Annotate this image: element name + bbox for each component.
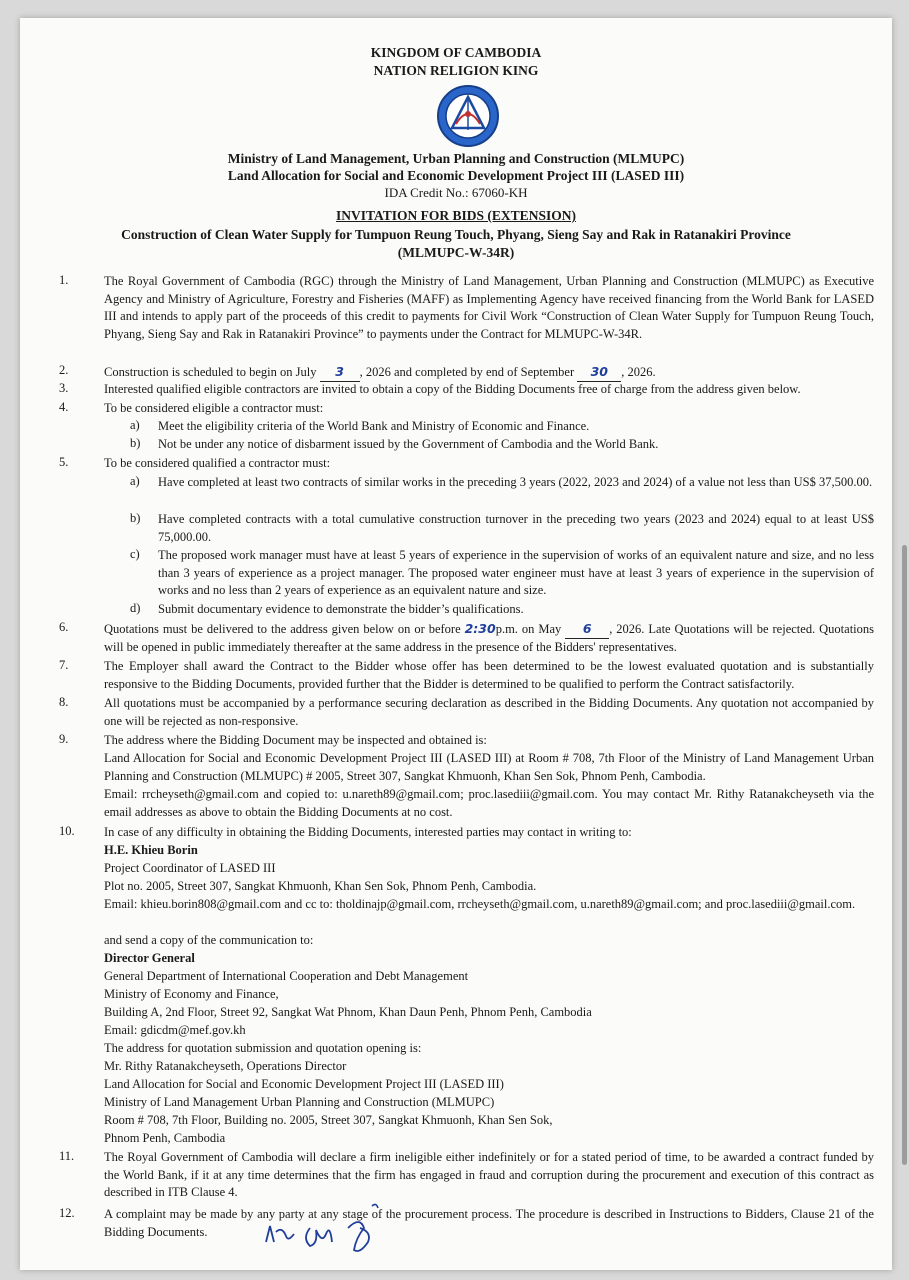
motto-heading: NATION RELIGION KING (373, 63, 539, 78)
contact-line: Email: gdicdm@mef.gov.kh (104, 1023, 246, 1037)
contact-line: Mr. Rithy Ratanakcheyseth, Operations Director (104, 1059, 347, 1073)
paragraph-4a: Meet the eligibility criteria of the World Bank and Ministry of Economic and Finance. (158, 419, 590, 433)
item-number: 11. (59, 1149, 75, 1163)
item-number: 7. (59, 658, 69, 672)
invitation-ref: (MLMUPC-W-34R) (397, 245, 515, 260)
deadline-time: 2:30 (464, 621, 496, 636)
credit-number: IDA Credit No.: 67060-KH (384, 185, 528, 200)
contact-line: and send a copy of the communication to: (104, 933, 314, 947)
director-title: Director General (104, 951, 195, 965)
paragraph-10-intro: In case of any difficulty in obtaining the Bidding Documents, interested parties may contact in writing to: (104, 825, 632, 839)
deadline-day-field: 6 (565, 620, 609, 639)
invitation-title: INVITATION FOR BIDS (EXTENSION) (336, 208, 576, 223)
contact-line: Building A, 2nd Floor, Street 92, Sangkat Wat Phnom, Khan Daun Penh, Phnom Penh, Cambodia (104, 1005, 592, 1019)
paragraph-4b: Not be under any notice of disbarment issued by the Government of Cambodia and the World Bank. (158, 437, 659, 451)
contact-line: Project Coordinator of LASED III (104, 861, 276, 875)
contact-name: H.E. Khieu Borin (104, 843, 198, 857)
paragraph-5: To be considered qualified a contractor must: (104, 456, 331, 470)
item-number: 1. (59, 273, 69, 287)
item-number: 10. (59, 824, 75, 838)
paragraph-11: The Royal Government of Cambodia will declare a firm ineligible either indefinitely or for a stated period of time, to be awarded a contract funded by the World Bank, if it at any time determines that the firm has engaged in fraud and corruption during the procurement and execution of this contract as described in ITB Clause 4. (104, 1150, 874, 1199)
paragraph-7: The Employer shall award the Contract to the Bidder whose offer has been determined to be the lowest evaluated quotation and is substantially responsive to the Bidding Documents, provided further that the Bidder is determined to be qualified to perform the Contract satisfactorily. (104, 659, 874, 691)
paragraph-9-address: Land Allocation for Social and Economic Development Project III (LASED III) at Room # 708, 7th Floor of the Ministry of Land Management Urban Planning and Construction (MLMUPC) # 2005, Street 307, Sangkat Khmuonh, Khan Sen Sok, Phnom Penh, Cambodia. (104, 751, 874, 783)
contact-line: Land Allocation for Social and Economic Development Project III (LASED III) (104, 1077, 504, 1091)
paragraph-2: Construction is scheduled to begin on July 3 , 2026 and completed by end of September 30 , 2026. (104, 363, 874, 382)
paragraph-5b: Have completed contracts with a total cumulative construction turnover in the preceding two years (2023 and 2024) equal to at least US$ 75,000.00. (158, 512, 874, 544)
document-page (20, 18, 892, 1270)
paragraph-5a: Have completed at least two contracts of similar works in the preceding 3 years (2022, 2023 and 2024) of a value not less than US$ 37,500.00. (158, 475, 873, 489)
paragraph-5c: The proposed work manager must have at least 5 years of experience in the supervision of works of an equivalent nature and size, and no less than 3 years of experience as a project manager. The proposed water engineer must have at least 3 years of experience in the supervision of works and no less than 2 years of experience as an equivalent nature and size. (158, 548, 874, 597)
item-number: 12. (59, 1206, 75, 1220)
start-day-field: 3 (320, 363, 360, 382)
contact-line: Ministry of Economy and Finance, (104, 987, 279, 1001)
paragraph-8: All quotations must be accompanied by a performance securing declaration as described in the Bidding Documents. Any quotation not accompanied by one will be rejected as non-responsive. (104, 696, 874, 728)
paragraph-4: To be considered eligible a contractor must: (104, 401, 324, 415)
sub-label: a) (130, 474, 140, 488)
ministry-name: Ministry of Land Management, Urban Planning and Construction (MLMUPC) (227, 151, 685, 166)
item-number: 5. (59, 455, 69, 469)
item-number: 6. (59, 620, 69, 634)
contact-line: Room # 708, 7th Floor, Building no. 2005, Street 307, Sangkat Khmuonh, Khan Sen Sok, (104, 1113, 553, 1127)
contact-line: Ministry of Land Management Urban Planning and Construction (MLMUPC) (104, 1095, 495, 1109)
sub-label: b) (130, 436, 141, 450)
sub-label: a) (130, 418, 140, 432)
paragraph-12: A complaint may be made by any party at any stage of the procurement process. The procedure is described in Instructions to Bidders, Clause 21 of the Bidding Documents. (104, 1207, 874, 1239)
item-number: 9. (59, 732, 69, 746)
project-name: Land Allocation for Social and Economic Development Project III (LASED III) (227, 168, 685, 183)
contact-line: General Department of International Cooperation and Debt Management (104, 969, 469, 983)
paragraph-6: Quotations must be delivered to the address given below on or before 2:30p.m. on May 6 , 2026. Late Quotations will be rejected. Quotations will be opened in public immediately thereafter at the same address in the presence of the Bidders' representatives. (104, 621, 875, 654)
end-day-field: 30 (577, 363, 621, 382)
paragraph-3: Interested qualified eligible contractors are invited to obtain a copy of the Bidding Documents free of charge from the address given below. (104, 382, 801, 396)
contact-line: Phnom Penh, Cambodia (104, 1131, 226, 1145)
paragraph-9-intro: The address where the Bidding Document may be inspected and obtained is: (104, 733, 487, 747)
contact-email: Email: khieu.borin808@gmail.com and cc to: tholdinajp@gmail.com, rrcheyseth@gmail.com, u.nareth89@gmail.com; and proc.lasediii@gmail.com. (104, 897, 856, 911)
item-number: 3. (59, 381, 69, 395)
sub-label: c) (130, 547, 140, 561)
item-number: 2. (59, 363, 69, 377)
signature-initials (260, 1198, 390, 1258)
item-number: 4. (59, 400, 69, 414)
paragraph-1: The Royal Government of Cambodia (RGC) through the Ministry of Land Management, Urban Planning and Construction (MLMUPC) as Executive Agency and Ministry of Agriculture, Forestry and Fisheries (MAFF) as Implementing Agency have received financing from the World Bank for LASED III and intends to apply part of the proceeds of this credit to payments for Civil Work “Construction of Clean Water Supply for Tumpuon Reung Touch, Phyang, Sieng Say and Rak in Ratanakiri Province” to payments under the Contract for MLMUPC-W-34R. (104, 274, 874, 341)
sub-label: b) (130, 511, 141, 525)
kingdom-heading: KINGDOM OF CAMBODIA (370, 45, 542, 60)
ministry-seal-icon (436, 84, 500, 148)
item-number: 8. (59, 695, 69, 709)
scrollbar[interactable] (902, 545, 907, 1165)
paragraph-5d: Submit documentary evidence to demonstrate the bidder’s qualifications. (158, 602, 524, 616)
sub-label: d) (130, 601, 141, 615)
paragraph-9-email: Email: rrcheyseth@gmail.com and copied to: u.nareth89@gmail.com; proc.lasediii@gmail.com. You may contact Mr. Rithy Ratanakcheyseth via the email addresses as above to obtain the Bidding Documents at no cost. (104, 787, 874, 819)
contact-line: Plot no. 2005, Street 307, Sangkat Khmuonh, Khan Sen Sok, Phnom Penh, Cambodia. (104, 879, 537, 893)
invitation-subject: Construction of Clean Water Supply for Tumpuon Reung Touch, Phyang, Sieng Say and Rak in Ratanakiri Province (121, 227, 791, 242)
contact-line: The address for quotation submission and quotation opening is: (104, 1041, 422, 1055)
